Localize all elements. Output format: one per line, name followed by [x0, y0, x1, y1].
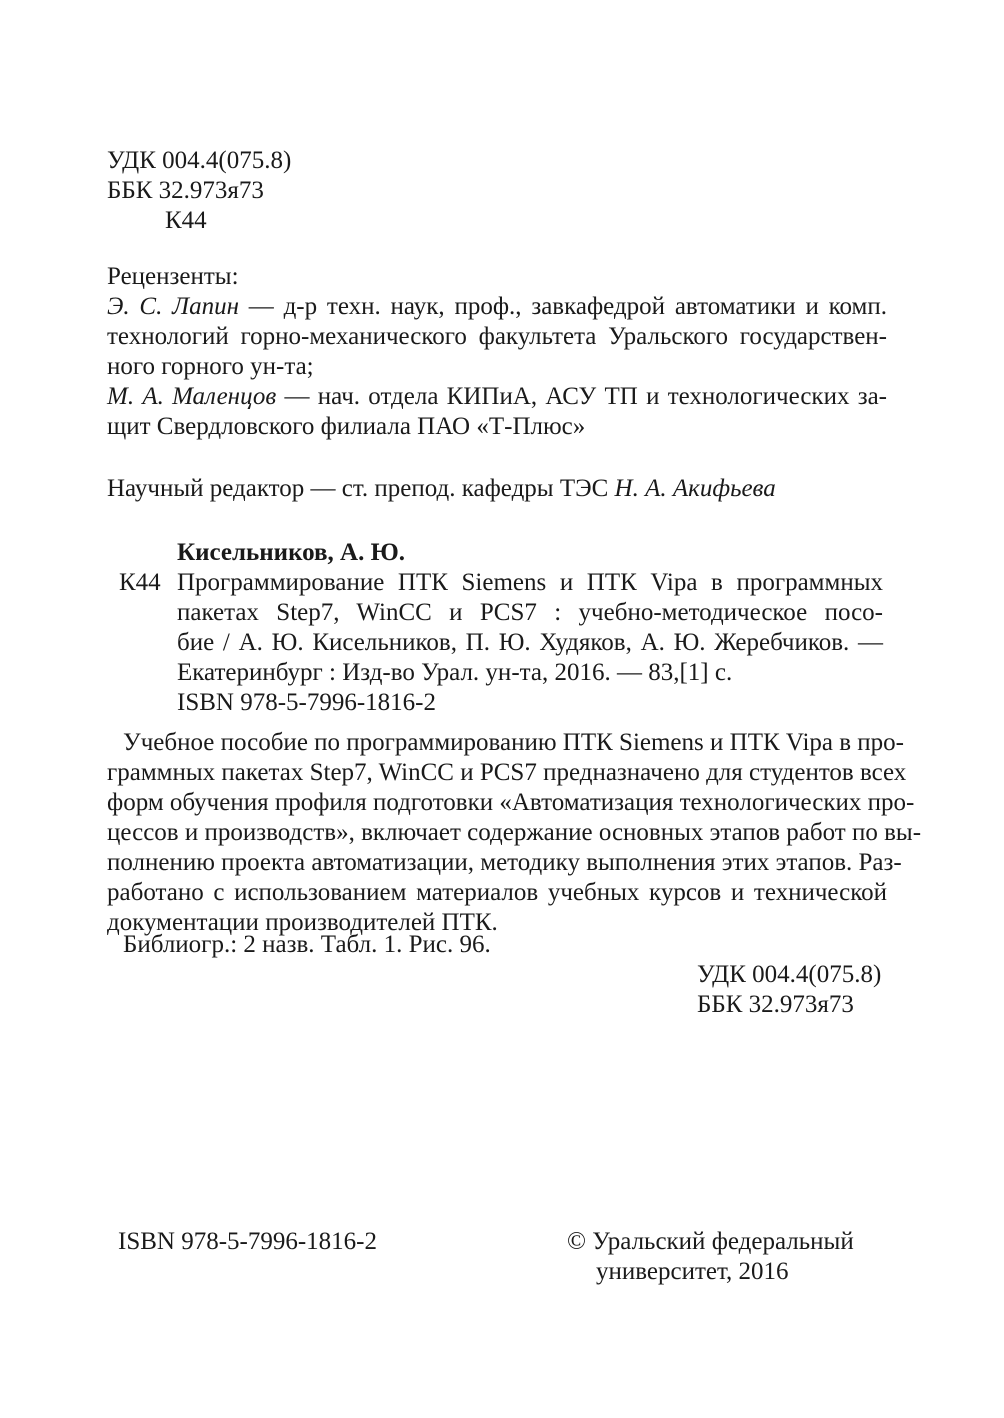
- classification-block: [107, 146, 291, 236]
- reviewers-block: [107, 262, 887, 442]
- catalog-mark: К44: [119, 569, 161, 596]
- footer-copyright: [567, 1227, 854, 1287]
- annotation-line-1: Учебное пособие по программированию ПТК Siemens и ПТК Vipa в про-: [123, 729, 904, 756]
- udk-code: УДК 004.4(075.8): [107, 147, 292, 174]
- catalog-author-heading: Кисельников, А. Ю.: [177, 539, 405, 566]
- annotation-block: [107, 728, 922, 938]
- catalog-title-line-1: Программирование ПТК Siemens и ПТК Vipa в программных: [177, 569, 883, 596]
- bbk-code-bottom: ББК 32.973я73: [697, 991, 854, 1018]
- copyright-line-1: © Уральский федеральный: [567, 1228, 854, 1255]
- reviewer-2-line-2: щит Свердловского филиала ПАО «Т-Плюс»: [107, 413, 586, 440]
- catalog-title-line-2: пакетах Step7, WinCC и PCS7 : учебно-методическое посо-: [177, 599, 883, 626]
- bbk-code: ББК 32.973я73: [107, 177, 264, 204]
- annotation-line-5: полнению проекта автоматизации, методику выполнения этих этапов. Раз-: [107, 849, 902, 876]
- reviewer-1-line-3: ного горного ун-та;: [107, 353, 314, 380]
- reviewer-1-name: Э. С. Лапин: [107, 293, 239, 320]
- author-mark: К44: [165, 207, 207, 234]
- catalog-title-line-4: Екатеринбург : Изд-во Урал. ун-та, 2016. — 83,[1] с.: [177, 659, 733, 686]
- catalog-title-line-3: бие / А. Ю. Кисельников, П. Ю. Худяков, А. Ю. Жеребчиков. —: [177, 629, 883, 656]
- udk-code-bottom: УДК 004.4(075.8): [697, 961, 882, 988]
- annotation-line-3: форм обучения профиля подготовки «Автоматизация технологических про-: [107, 789, 915, 816]
- editor-text: Научный редактор — ст. препод. кафедры ТЭС: [107, 475, 615, 502]
- catalog-isbn: ISBN 978-5-7996-1816-2: [177, 689, 437, 716]
- editor-name: Н. А. Акифьева: [614, 475, 776, 502]
- annotation-line-7: документации производителей ПТК.: [107, 909, 498, 936]
- reviewer-1-line-1: Э. С. Лапин — д-р техн. наук, проф., завкафедрой автоматики и комп.: [107, 293, 887, 320]
- reviewers-heading: Рецензенты:: [107, 263, 239, 290]
- reviewer-2-name: М. А. Маленцов: [107, 383, 277, 410]
- catalog-card: [107, 538, 887, 718]
- reviewer-2-line-1: М. А. Маленцов — нач. отдела КИПиА, АСУ ТП и технологических за-: [107, 383, 887, 410]
- annotation-line-6: работано с использованием материалов учебных курсов и технической: [107, 879, 887, 906]
- classification-block-bottom: [697, 960, 881, 1020]
- editor-line: [107, 474, 887, 504]
- copyright-line-2: университет, 2016: [596, 1258, 789, 1285]
- footer-isbn: ISBN 978-5-7996-1816-2: [118, 1228, 378, 1255]
- annotation-line-2: граммных пакетах Step7, WinCC и PCS7 предназначено для студентов всех: [107, 759, 907, 786]
- reviewer-1-line-2: технологий горно-механического факультета Уральского государствен-: [107, 323, 887, 350]
- annotation-line-4: цессов и производств», включает содержание основных этапов работ по вы-: [107, 819, 922, 846]
- bibliography-note: Библиогр.: 2 назв. Табл. 1. Рис. 96.: [123, 931, 491, 958]
